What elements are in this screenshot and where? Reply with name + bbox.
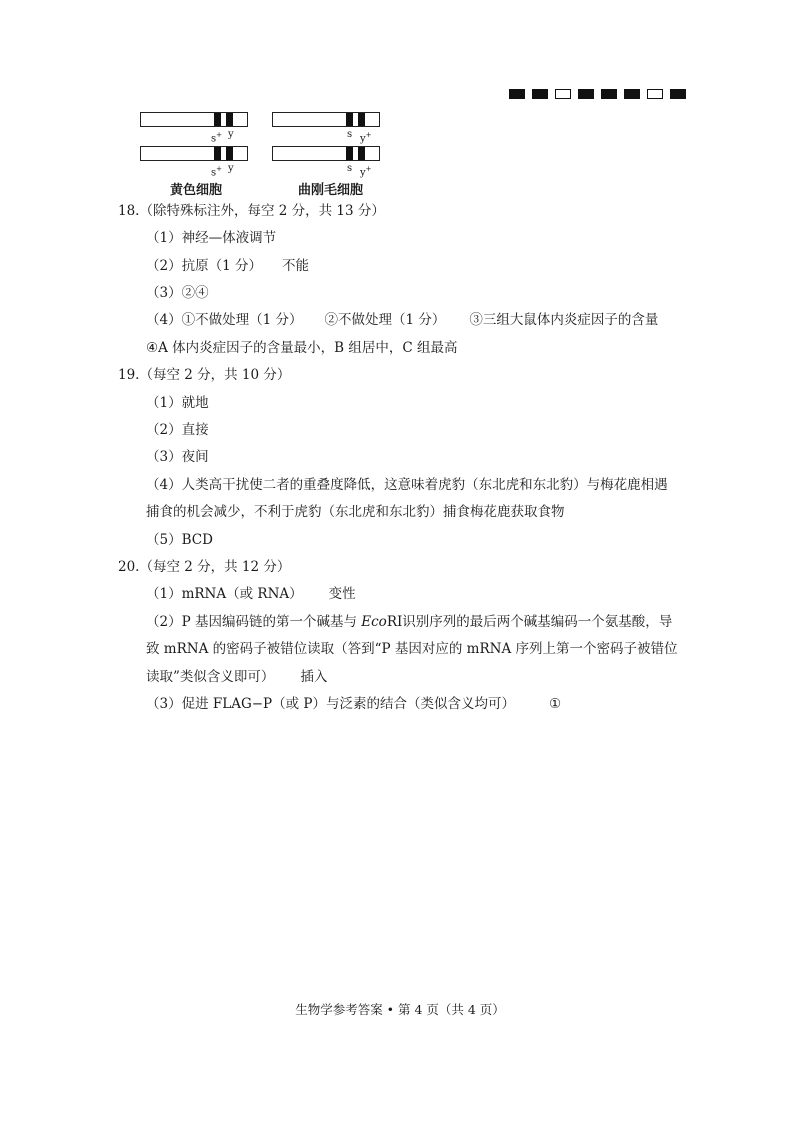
chromosome-band (226, 147, 233, 160)
chromosome-band (358, 147, 365, 160)
header-mark (555, 89, 571, 99)
chromosome-band (226, 113, 233, 126)
chromosome-band (214, 147, 221, 160)
header-mark (670, 89, 686, 99)
chromosome-bar (140, 112, 248, 127)
chromosome-band (358, 113, 365, 126)
answer-18-2: （2）抗原（1 分） 不能 (146, 258, 309, 274)
answer-20-2-end: 读取”类似含义即可） 插入 (146, 669, 328, 685)
gene-label: s+ (211, 131, 223, 145)
gene-label: y+ (360, 165, 372, 179)
chromosome-bar (272, 146, 380, 161)
header-mark (647, 89, 663, 99)
chromosome-band (346, 113, 353, 126)
header-mark (601, 89, 617, 99)
header-marks (509, 89, 686, 99)
gene-label: y+ (360, 131, 372, 145)
answer-19-4: （4）人类高干扰使二者的重叠度降低，这意味着虎豹（东北虎和东北豹）与梅花鹿相遇 (146, 477, 668, 493)
header-mark (624, 89, 640, 99)
question-19-title: 19.（每空 2 分，共 10 分） (118, 367, 291, 383)
chromosome-band (214, 113, 221, 126)
chromosome-bar (272, 112, 380, 127)
gene-label: s (347, 163, 353, 174)
header-mark (578, 89, 594, 99)
gene-label: y (228, 163, 234, 174)
answer-18-4: （4）①不做处理（1 分） ②不做处理（1 分） ③三组大鼠体内炎症因子的含量 (146, 312, 659, 328)
question-20-title: 20.（每空 2 分，共 12 分） (118, 559, 291, 575)
answer-20-2: （2）P 基因编码链的第一个碱基与 EcoRⅠ识别序列的最后两个碱基编码一个氨基酸，导 (146, 614, 673, 630)
answer-19-2: （2）直接 (146, 422, 209, 438)
header-mark (509, 89, 525, 99)
chromosome-band (346, 147, 353, 160)
gene-label: y (228, 129, 234, 140)
gene-label: s (347, 129, 353, 140)
answer-18-1: （1）神经—体液调节 (146, 230, 277, 246)
answer-20-1: （1）mRNA（或 RNA） 变性 (146, 586, 356, 602)
figure-caption: 曲刚毛细胞 (298, 183, 364, 198)
answer-19-1: （1）就地 (146, 395, 209, 411)
header-mark (532, 89, 548, 99)
answer-19-4-continued: 捕食的机会减少，不利于虎豹（东北虎和东北豹）捕食梅花鹿获取食物 (146, 504, 565, 520)
figure-caption: 黄色细胞 (170, 183, 223, 198)
page-footer: 生物学参考答案 • 第 4 页（共 4 页） (295, 1002, 505, 1017)
chromosome-bar (140, 146, 248, 161)
answer-19-5: （5）BCD (146, 532, 213, 548)
answer-20-2-continued: 致 mRNA 的密码子被错位读取（答到“P 基因对应的 mRNA 序列上第一个密码子被错位 (146, 641, 678, 657)
question-18-title: 18.（除特殊标注外，每空 2 分，共 13 分） (118, 203, 385, 219)
answer-19-3: （3）夜间 (146, 449, 209, 465)
answer-18-4-continued: ④A 体内炎症因子的含量最小，B 组居中，C 组最高 (146, 340, 458, 356)
answer-20-3: （3）促进 FLAG−P（或 P）与泛素的结合（类似含义均可） ① (146, 696, 562, 712)
answer-18-3: （3）②④ (146, 285, 209, 301)
gene-label: s+ (211, 165, 223, 179)
